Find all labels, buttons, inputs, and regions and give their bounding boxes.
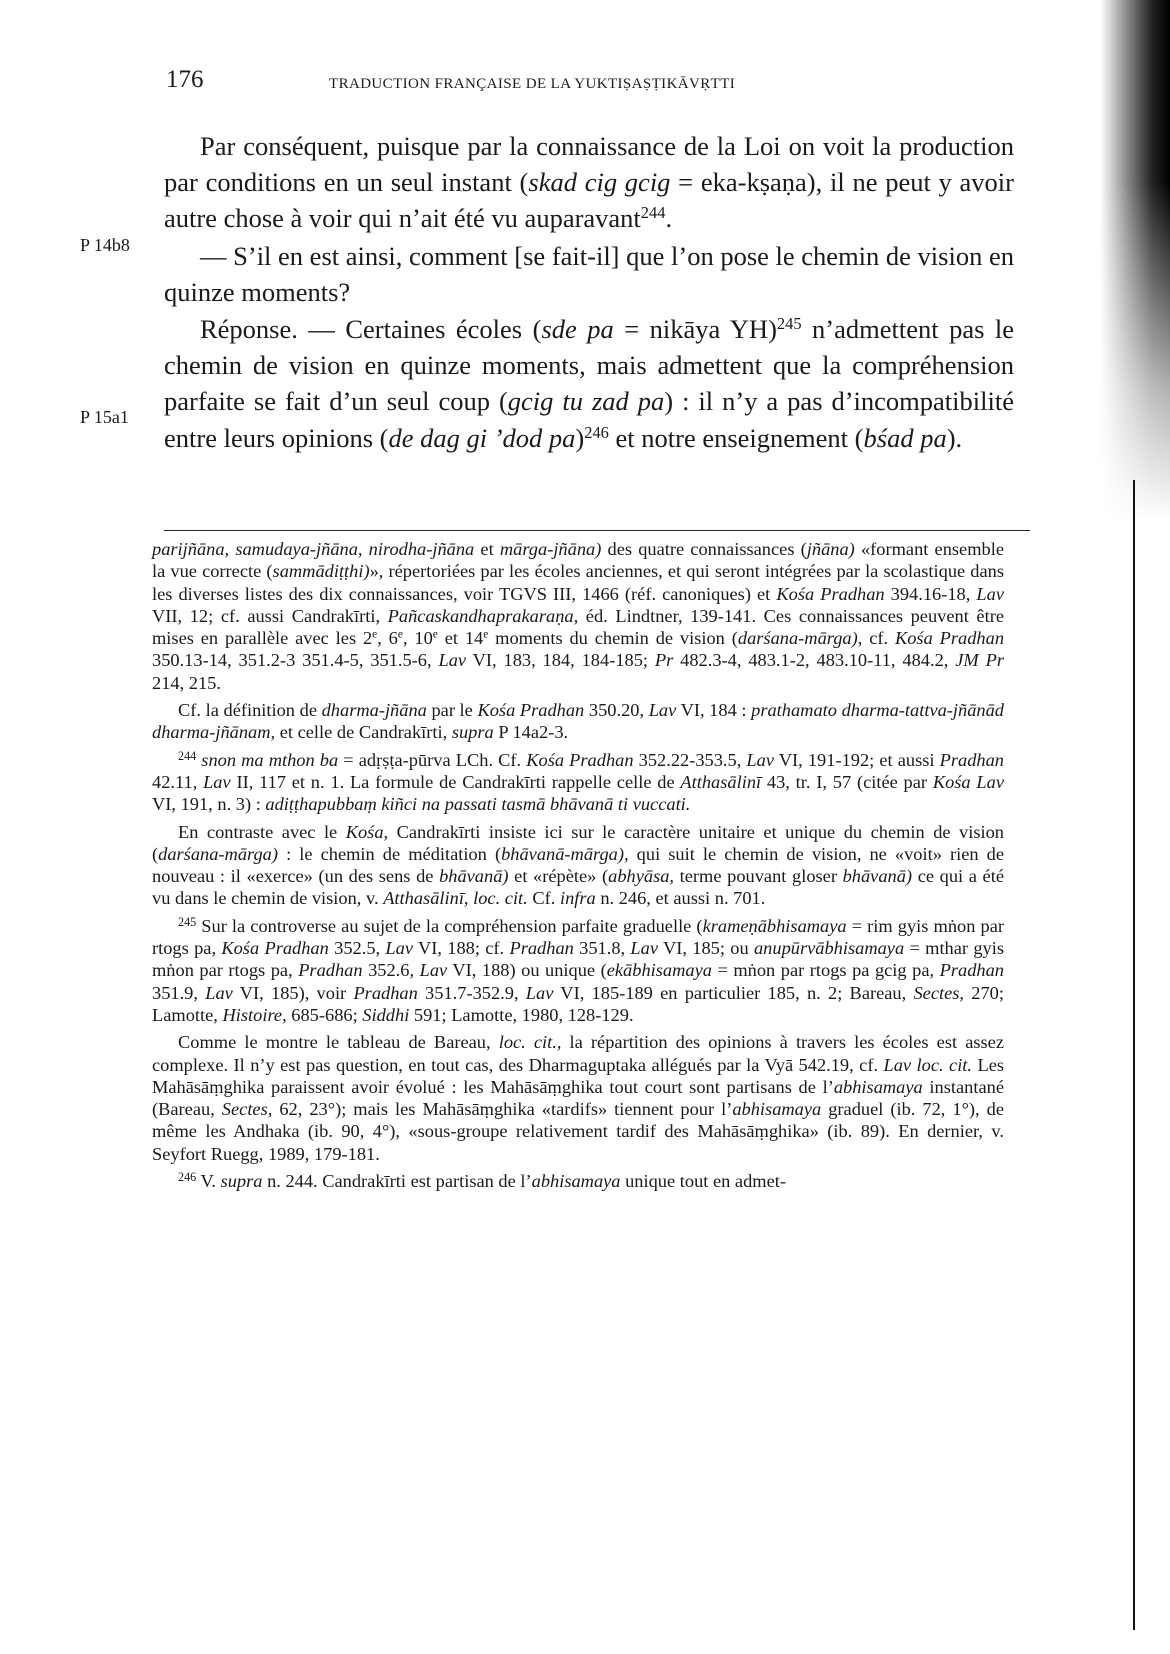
margin-ref-p14b8: P 14b8 bbox=[80, 235, 130, 255]
footnote-244: $^{244}$ snon ma mthon ba = adṛṣṭa-pūrva LCh. Cf. Kośa Pradhan 352.22-353.5, Lav VI, 191-192; et aussi Pradhan 42.11, Lav II, 117 et n. 1. La formule de Candrakīrti rappelle celle de Atthasālinī 43, tr. I, 57 (citée par Kośa Lav VI, 191, n. 3) : adiṭṭhapubbaṃ kiñci na passati tasmā bhāvanā ti vuccati. bbox=[152, 748, 1004, 815]
footnote-number-245: 245 bbox=[178, 914, 197, 929]
main-paragraph-1: Par conséquent, puisque par la connaissance de la Loi on voit la production par conditions en un seul instant (skad cig gcig = eka-kṣaṇa), il ne peut y avoir autre chose à voir qui n’ait été vu auparavant$^{244}$. bbox=[164, 131, 1014, 234]
footnote-ref-245: 245 bbox=[776, 313, 802, 333]
footnote-245: $^{245}$ Sur la controverse au sujet de la compréhension parfaite graduelle (krameṇābhisamaya = rim gyis mṅon par rtogs pa, Kośa Pradhan 352.5, Lav VI, 188; cf. Pradhan 351.8, Lav VI, 185; ou anupūrvābhisamaya = mthar gyis mṅon par rtogs pa, Pradhan 352.6, Lav VI, 188) ou unique (ekābhisamaya = mṅon par rtogs pa gcig pa, Pradhan 351.9, Lav VI, 185), voir Pradhan 351.7-352.9, Lav VI, 185-189 en particulier 185, n. 2; Bareau, Sectes, 270; Lamotte, Histoire, 685-686; Siddhi 591; Lamotte, 1980, 128-129. bbox=[152, 914, 1004, 1025]
main-paragraph-2: — S’il en est ainsi, comment [se fait-il] que l’on pose le chemin de vision en quinze moments? bbox=[164, 240, 1014, 307]
footnote-number-246: 246 bbox=[178, 1169, 197, 1184]
footnote-paragraph-dharma-jnana: Cf. la définition de dharma-jñāna par le Kośa Pradhan 350.20, Lav VI, 184 : prathamato dharma-tattva-jñānād dharma-jñānam, et celle de Candrakīrti, supra P 14a2-3. bbox=[152, 700, 1005, 743]
main-text bbox=[164, 128, 1014, 457]
page-edge-shadow bbox=[1100, 0, 1170, 520]
margin-ref-p15a1: P 15a1 bbox=[80, 407, 129, 427]
footnote-246: $^{246}$ V. supra n. 244. Candrakīrti est partisan de l’abhisamaya unique tout en admet- bbox=[178, 1169, 786, 1192]
footnote-continuation: parijñāna, samudaya-jñāna, nirodha-jñāna et mārga-jñāna) des quatre connaissances (jñāna) «formant ensemble la vue correcte (sammādiṭṭhi)», répertoriées par les écoles anciennes, et qui seront intégrées par la scolastique dans les diverses listes des dix connaissances, voir TGVS III, 1466 (réf. canoniques) et Kośa Pradhan 394.16-18, Lav VII, 12; cf. aussi Candrakīrti, Pañcaskandhaprakaraṇa, éd. Lindtner, 139-141. Ces connaissances peuvent être mises en parallèle avec les 2e, 6e, 10e et 14e moments du chemin de vision (darśana-mārga), cf. Kośa Pradhan 350.13-14, 351.2-3 351.4-5, 351.5-6, Lav VI, 183, 184, 184-185; Pr 482.3-4, 483.1-2, 483.10-11, 484.2, JM Pr 214, 215. bbox=[152, 539, 1005, 693]
page-number: 176 bbox=[166, 66, 204, 93]
footnote-ref-246: 246 bbox=[584, 422, 609, 442]
page-edge-line bbox=[1133, 480, 1135, 1630]
main-paragraph-3: Réponse. — Certaines écoles (sde pa = nikāya YH)$^{245}$ n’admettent pas le chemin de vision en quinze moments, mais admettent que la compréhension parfaite se fait d’un seul coup (gcig tu zad pa) : il n’y a pas d’incompatibilité entre leurs opinions (de dag gi ’dod pa)$^{246}$ et notre enseignement (bśad pa). bbox=[164, 313, 1015, 453]
footnote-number-244: 244 bbox=[178, 748, 197, 763]
footnote-245-continuation: Comme le montre le tableau de Bareau, loc. cit., la répartition des opinions à travers les écoles est assez complexe. Il n’y est pas question, en tout cas, des Dharmaguptaka allégués par la Vyā 542.19, cf. Lav loc. cit. Les Mahāsāṃghika paraissent avoir évolué : les Mahāsāṃghika tout court sont partisans de l’abhisamaya instantané (Bareau, Sectes, 62, 23°); mais les Mahāsāṃghika «tardifs» tiennent pour l’abhisamaya graduel (ib. 72, 1°), de même les Andhaka (ib. 90, 4°), «sous-groupe relativement tardif des Mahāsāṃghika» (ib. 89). En dernier, v. Seyfort Ruegg, 1989, 179-181. bbox=[152, 1032, 1005, 1164]
footnote-ref-244: 244 bbox=[640, 203, 666, 223]
running-title: TRADUCTION FRANÇAISE DE LA YUKTIṢAṢṬIKĀVṚTTI bbox=[329, 76, 736, 92]
footnote-separator bbox=[164, 530, 1030, 531]
running-header bbox=[166, 66, 1046, 100]
footnote-244-continuation: En contraste avec le Kośa, Candrakīrti insiste ici sur le caractère unitaire et unique du chemin de vision (darśana-mārga) : le chemin de méditation (bhāvanā-mārga), qui suit le chemin de vision, ne «voit» rien de nouveau : il «exerce» (un des sens de bhāvanā) et «répète» (abhyāsa, terme pouvant gloser bhāvanā) ce qui a été vu dans le chemin de vision, v. Atthasālinī, loc. cit. Cf. infra n. 246, et aussi n. 701. bbox=[152, 821, 1005, 909]
footnotes bbox=[152, 538, 1004, 1197]
